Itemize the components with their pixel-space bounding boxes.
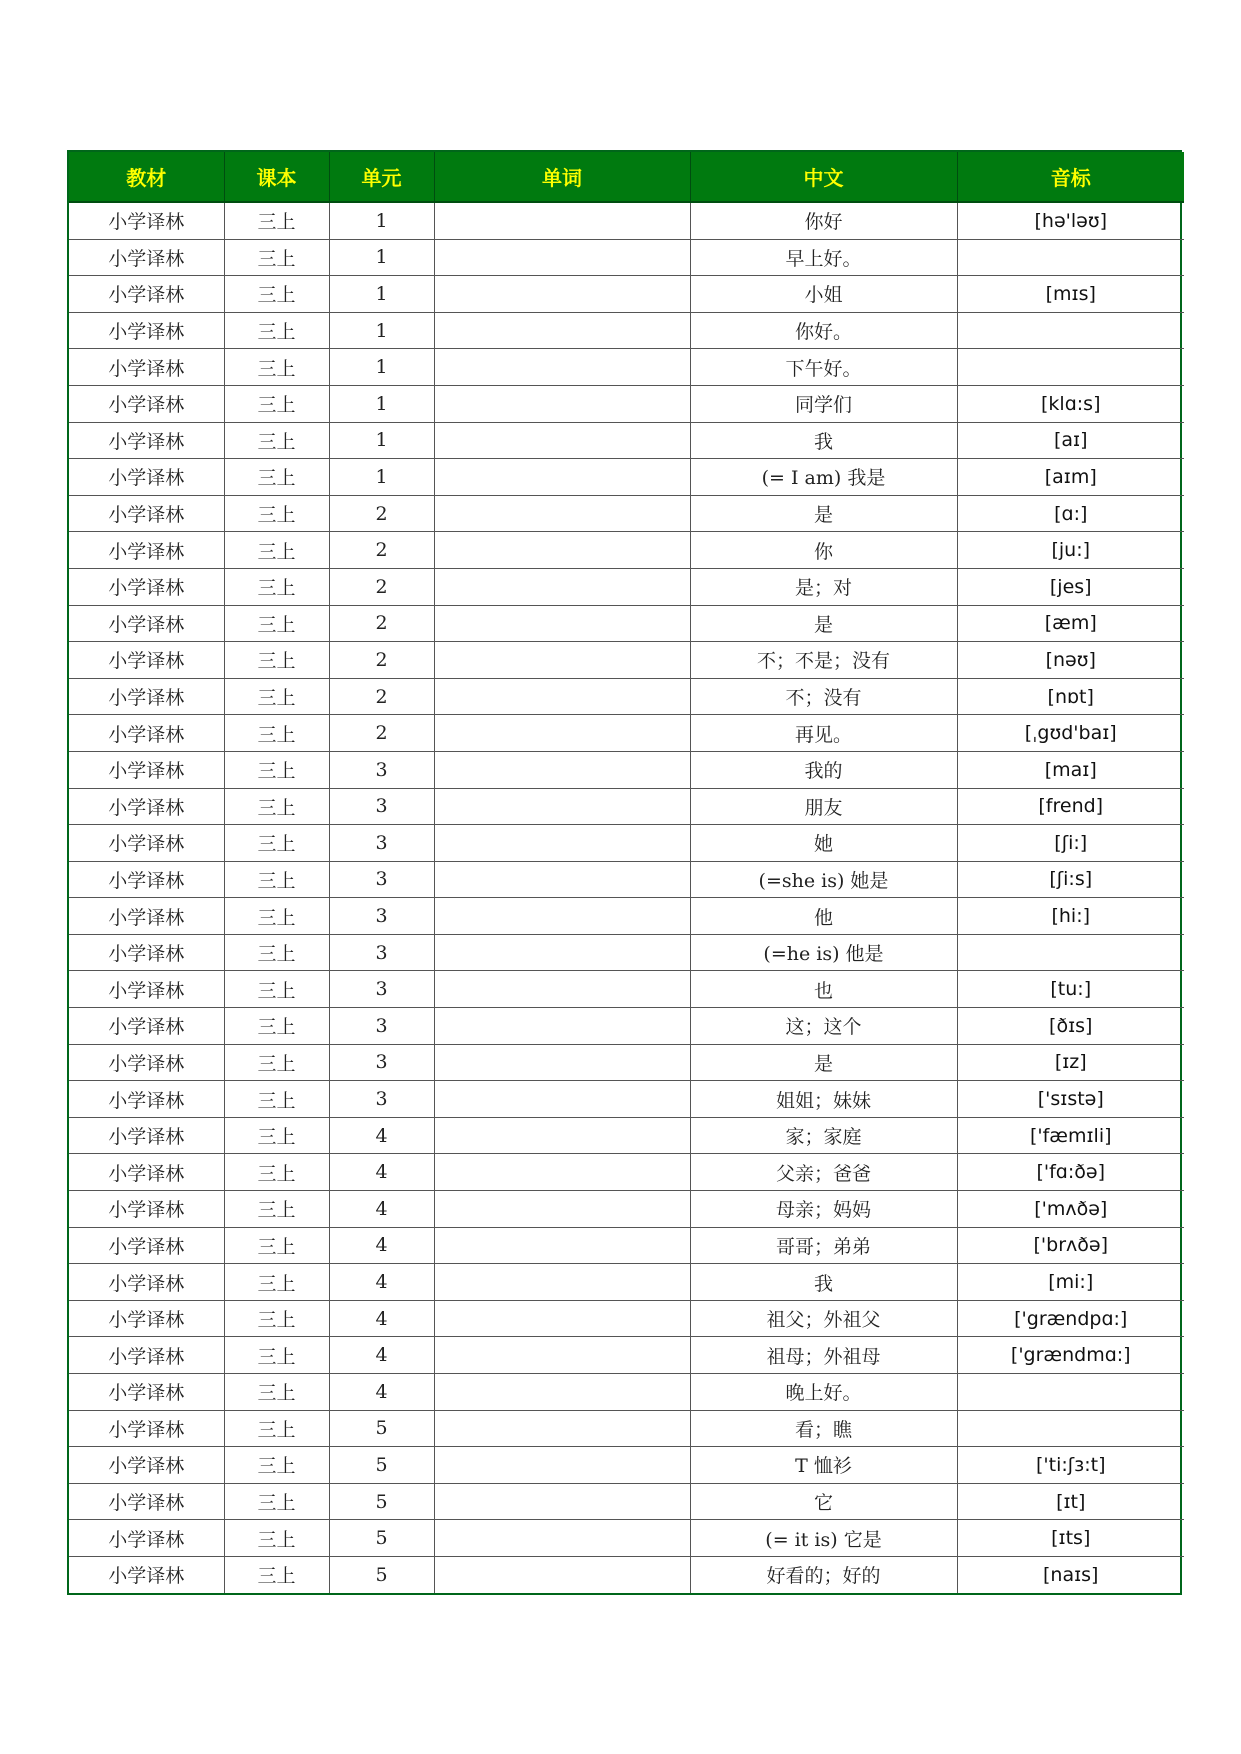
cell-word <box>434 385 690 422</box>
cell-phonetic: [aɪ] <box>957 422 1184 459</box>
cell-phonetic: [klɑ:s] <box>957 385 1184 422</box>
cell-textbook: 小学译林 <box>69 1483 224 1520</box>
cell-phonetic: [hə'ləʊ] <box>957 202 1184 239</box>
cell-volume: 三上 <box>224 495 329 532</box>
cell-phonetic: ['grændmɑ:] <box>957 1337 1184 1374</box>
cell-chinese: 是 <box>690 1044 957 1081</box>
cell-word <box>434 934 690 971</box>
table-row <box>69 459 1184 496</box>
cell-word <box>434 239 690 276</box>
table-row <box>69 1374 1184 1411</box>
cell-unit: 3 <box>329 861 434 898</box>
cell-word <box>434 422 690 459</box>
cell-unit: 3 <box>329 1044 434 1081</box>
cell-phonetic: [ʃi:s] <box>957 861 1184 898</box>
cell-chinese: 这；这个 <box>690 1008 957 1045</box>
cell-chinese: 不；没有 <box>690 678 957 715</box>
cell-volume: 三上 <box>224 1410 329 1447</box>
cell-chinese: 母亲；妈妈 <box>690 1191 957 1228</box>
table-row <box>69 532 1184 569</box>
cell-word <box>434 1191 690 1228</box>
cell-phonetic <box>957 312 1184 349</box>
cell-word <box>434 1447 690 1484</box>
cell-chinese: 祖母；外祖母 <box>690 1337 957 1374</box>
cell-chinese: 我 <box>690 1264 957 1301</box>
column-header-chinese: 中文 <box>690 152 957 202</box>
table-row <box>69 239 1184 276</box>
cell-volume: 三上 <box>224 1081 329 1118</box>
cell-phonetic: ['sɪstə] <box>957 1081 1184 1118</box>
cell-unit: 3 <box>329 934 434 971</box>
cell-volume: 三上 <box>224 1117 329 1154</box>
cell-word <box>434 1483 690 1520</box>
cell-textbook: 小学译林 <box>69 1264 224 1301</box>
cell-unit: 2 <box>329 642 434 679</box>
cell-chinese: 姐姐；妹妹 <box>690 1081 957 1118</box>
table-row <box>69 385 1184 422</box>
cell-textbook: 小学译林 <box>69 1044 224 1081</box>
cell-phonetic <box>957 1374 1184 1411</box>
cell-textbook: 小学译林 <box>69 1556 224 1592</box>
cell-volume: 三上 <box>224 1191 329 1228</box>
cell-volume: 三上 <box>224 642 329 679</box>
cell-textbook: 小学译林 <box>69 239 224 276</box>
cell-volume: 三上 <box>224 1008 329 1045</box>
table-row <box>69 422 1184 459</box>
cell-word <box>434 971 690 1008</box>
cell-unit: 3 <box>329 751 434 788</box>
cell-textbook: 小学译林 <box>69 1154 224 1191</box>
cell-chinese: 再见。 <box>690 715 957 752</box>
table-row <box>69 1483 1184 1520</box>
table-row <box>69 898 1184 935</box>
table-row <box>69 1556 1184 1592</box>
table-row <box>69 678 1184 715</box>
cell-word <box>434 788 690 825</box>
cell-chinese: 下午好。 <box>690 349 957 386</box>
cell-volume: 三上 <box>224 751 329 788</box>
cell-volume: 三上 <box>224 1520 329 1557</box>
table-row <box>69 1410 1184 1447</box>
cell-phonetic: [ɑ:] <box>957 495 1184 532</box>
cell-chinese: 家；家庭 <box>690 1117 957 1154</box>
cell-word <box>434 1044 690 1081</box>
table-row <box>69 568 1184 605</box>
cell-phonetic: [ju:] <box>957 532 1184 569</box>
table-row <box>69 495 1184 532</box>
cell-volume: 三上 <box>224 276 329 313</box>
header-row <box>69 152 1184 202</box>
cell-volume: 三上 <box>224 1374 329 1411</box>
cell-unit: 2 <box>329 568 434 605</box>
cell-unit: 4 <box>329 1264 434 1301</box>
column-header-unit: 单元 <box>329 152 434 202</box>
cell-word <box>434 715 690 752</box>
cell-unit: 4 <box>329 1300 434 1337</box>
cell-chinese: 我 <box>690 422 957 459</box>
cell-chinese: 也 <box>690 971 957 1008</box>
cell-phonetic: [æm] <box>957 605 1184 642</box>
cell-unit: 2 <box>329 678 434 715</box>
cell-unit: 1 <box>329 459 434 496</box>
cell-chinese: T 恤衫 <box>690 1447 957 1484</box>
cell-unit: 4 <box>329 1154 434 1191</box>
cell-chinese: 你好。 <box>690 312 957 349</box>
cell-word <box>434 459 690 496</box>
cell-textbook: 小学译林 <box>69 1008 224 1045</box>
cell-textbook: 小学译林 <box>69 312 224 349</box>
cell-phonetic: [frend] <box>957 788 1184 825</box>
cell-textbook: 小学译林 <box>69 1520 224 1557</box>
cell-volume: 三上 <box>224 568 329 605</box>
cell-phonetic: [ðɪs] <box>957 1008 1184 1045</box>
table-row <box>69 971 1184 1008</box>
table-row <box>69 1008 1184 1045</box>
cell-unit: 1 <box>329 349 434 386</box>
cell-word <box>434 1556 690 1592</box>
cell-word <box>434 202 690 239</box>
cell-unit: 1 <box>329 202 434 239</box>
cell-phonetic: [ɪts] <box>957 1520 1184 1557</box>
cell-textbook: 小学译林 <box>69 861 224 898</box>
cell-phonetic: [aɪm] <box>957 459 1184 496</box>
cell-word <box>434 678 690 715</box>
cell-unit: 3 <box>329 1008 434 1045</box>
cell-word <box>434 1337 690 1374</box>
cell-word <box>434 312 690 349</box>
cell-textbook: 小学译林 <box>69 495 224 532</box>
cell-word <box>434 495 690 532</box>
table-row <box>69 349 1184 386</box>
cell-textbook: 小学译林 <box>69 1337 224 1374</box>
cell-volume: 三上 <box>224 971 329 1008</box>
table-row <box>69 1081 1184 1118</box>
cell-textbook: 小学译林 <box>69 422 224 459</box>
cell-chinese: 晚上好。 <box>690 1374 957 1411</box>
cell-chinese: 它 <box>690 1483 957 1520</box>
cell-chinese: 是 <box>690 495 957 532</box>
cell-chinese: 你好 <box>690 202 957 239</box>
cell-textbook: 小学译林 <box>69 385 224 422</box>
table-row <box>69 1191 1184 1228</box>
cell-unit: 2 <box>329 605 434 642</box>
cell-textbook: 小学译林 <box>69 1227 224 1264</box>
column-header-word: 单词 <box>434 152 690 202</box>
cell-textbook: 小学译林 <box>69 751 224 788</box>
cell-chinese: 好看的；好的 <box>690 1556 957 1592</box>
cell-chinese: 他 <box>690 898 957 935</box>
cell-chinese: (= I am) 我是 <box>690 459 957 496</box>
cell-volume: 三上 <box>224 715 329 752</box>
cell-word <box>434 642 690 679</box>
cell-phonetic: [ɪt] <box>957 1483 1184 1520</box>
cell-unit: 2 <box>329 495 434 532</box>
cell-volume: 三上 <box>224 1483 329 1520</box>
cell-volume: 三上 <box>224 605 329 642</box>
table-row <box>69 751 1184 788</box>
cell-textbook: 小学译林 <box>69 349 224 386</box>
cell-phonetic: [nɒt] <box>957 678 1184 715</box>
cell-unit: 3 <box>329 971 434 1008</box>
cell-chinese: 小姐 <box>690 276 957 313</box>
cell-textbook: 小学译林 <box>69 678 224 715</box>
column-header-textbook: 教材 <box>69 152 224 202</box>
cell-unit: 5 <box>329 1520 434 1557</box>
cell-chinese: 她 <box>690 825 957 862</box>
cell-unit: 5 <box>329 1556 434 1592</box>
cell-phonetic: [tu:] <box>957 971 1184 1008</box>
cell-word <box>434 1117 690 1154</box>
cell-unit: 4 <box>329 1191 434 1228</box>
cell-phonetic: ['brʌðə] <box>957 1227 1184 1264</box>
cell-chinese: 哥哥；弟弟 <box>690 1227 957 1264</box>
cell-word <box>434 898 690 935</box>
cell-textbook: 小学译林 <box>69 1300 224 1337</box>
cell-chinese: 不；不是；没有 <box>690 642 957 679</box>
cell-word <box>434 1008 690 1045</box>
table-row <box>69 1264 1184 1301</box>
vocabulary-sheet <box>67 150 1182 1595</box>
cell-chinese: (=he is) 他是 <box>690 934 957 971</box>
cell-phonetic: [mɪs] <box>957 276 1184 313</box>
cell-textbook: 小学译林 <box>69 642 224 679</box>
cell-word <box>434 1264 690 1301</box>
cell-phonetic: [ˌgʊd'baɪ] <box>957 715 1184 752</box>
table-row <box>69 788 1184 825</box>
cell-volume: 三上 <box>224 1337 329 1374</box>
cell-phonetic: ['mʌðə] <box>957 1191 1184 1228</box>
cell-textbook: 小学译林 <box>69 715 224 752</box>
cell-phonetic: [hi:] <box>957 898 1184 935</box>
cell-word <box>434 751 690 788</box>
cell-phonetic <box>957 1410 1184 1447</box>
cell-volume: 三上 <box>224 1044 329 1081</box>
cell-volume: 三上 <box>224 1300 329 1337</box>
cell-unit: 4 <box>329 1374 434 1411</box>
cell-word <box>434 605 690 642</box>
cell-chinese: 是 <box>690 605 957 642</box>
cell-unit: 4 <box>329 1337 434 1374</box>
cell-chinese: (= it is) 它是 <box>690 1520 957 1557</box>
cell-phonetic: ['ti:ʃɜ:t] <box>957 1447 1184 1484</box>
cell-word <box>434 825 690 862</box>
cell-word <box>434 861 690 898</box>
cell-chinese: (=she is) 她是 <box>690 861 957 898</box>
table-row <box>69 1117 1184 1154</box>
cell-textbook: 小学译林 <box>69 825 224 862</box>
cell-chinese: 早上好。 <box>690 239 957 276</box>
cell-unit: 4 <box>329 1227 434 1264</box>
cell-unit: 3 <box>329 898 434 935</box>
cell-textbook: 小学译林 <box>69 1117 224 1154</box>
cell-word <box>434 1300 690 1337</box>
table-row <box>69 642 1184 679</box>
cell-unit: 1 <box>329 312 434 349</box>
cell-textbook: 小学译林 <box>69 459 224 496</box>
cell-word <box>434 1374 690 1411</box>
cell-word <box>434 1520 690 1557</box>
cell-textbook: 小学译林 <box>69 276 224 313</box>
table-row <box>69 861 1184 898</box>
cell-phonetic: ['fɑ:ðə] <box>957 1154 1184 1191</box>
cell-textbook: 小学译林 <box>69 971 224 1008</box>
cell-phonetic: [maɪ] <box>957 751 1184 788</box>
table-row <box>69 934 1184 971</box>
cell-phonetic: ['grændpɑ:] <box>957 1300 1184 1337</box>
table-row <box>69 715 1184 752</box>
cell-phonetic <box>957 349 1184 386</box>
cell-volume: 三上 <box>224 202 329 239</box>
cell-phonetic <box>957 239 1184 276</box>
cell-volume: 三上 <box>224 1154 329 1191</box>
vocabulary-table <box>69 152 1184 1593</box>
cell-textbook: 小学译林 <box>69 568 224 605</box>
cell-chinese: 父亲；爸爸 <box>690 1154 957 1191</box>
cell-textbook: 小学译林 <box>69 898 224 935</box>
cell-volume: 三上 <box>224 1556 329 1592</box>
cell-unit: 5 <box>329 1410 434 1447</box>
cell-unit: 2 <box>329 715 434 752</box>
cell-textbook: 小学译林 <box>69 605 224 642</box>
cell-phonetic: [ɪz] <box>957 1044 1184 1081</box>
cell-textbook: 小学译林 <box>69 1410 224 1447</box>
cell-unit: 3 <box>329 1081 434 1118</box>
cell-textbook: 小学译林 <box>69 1081 224 1118</box>
cell-volume: 三上 <box>224 678 329 715</box>
cell-unit: 4 <box>329 1117 434 1154</box>
cell-unit: 1 <box>329 385 434 422</box>
cell-phonetic: [jes] <box>957 568 1184 605</box>
cell-unit: 2 <box>329 532 434 569</box>
cell-word <box>434 276 690 313</box>
cell-chinese: 是；对 <box>690 568 957 605</box>
cell-textbook: 小学译林 <box>69 202 224 239</box>
cell-volume: 三上 <box>224 459 329 496</box>
cell-volume: 三上 <box>224 349 329 386</box>
cell-unit: 1 <box>329 276 434 313</box>
cell-word <box>434 1081 690 1118</box>
cell-unit: 1 <box>329 239 434 276</box>
cell-word <box>434 1227 690 1264</box>
cell-volume: 三上 <box>224 422 329 459</box>
cell-volume: 三上 <box>224 1264 329 1301</box>
cell-unit: 3 <box>329 825 434 862</box>
table-row <box>69 1154 1184 1191</box>
cell-word <box>434 1154 690 1191</box>
cell-chinese: 我的 <box>690 751 957 788</box>
cell-volume: 三上 <box>224 385 329 422</box>
cell-textbook: 小学译林 <box>69 1374 224 1411</box>
cell-unit: 1 <box>329 422 434 459</box>
table-row <box>69 1227 1184 1264</box>
column-header-phonetic: 音标 <box>957 152 1184 202</box>
cell-volume: 三上 <box>224 898 329 935</box>
table-body <box>69 202 1184 1593</box>
cell-textbook: 小学译林 <box>69 788 224 825</box>
cell-chinese: 朋友 <box>690 788 957 825</box>
cell-volume: 三上 <box>224 532 329 569</box>
cell-volume: 三上 <box>224 239 329 276</box>
cell-chinese: 祖父；外祖父 <box>690 1300 957 1337</box>
cell-textbook: 小学译林 <box>69 934 224 971</box>
table-row <box>69 605 1184 642</box>
cell-volume: 三上 <box>224 788 329 825</box>
table-row <box>69 1447 1184 1484</box>
table-row <box>69 202 1184 239</box>
table-row <box>69 276 1184 313</box>
cell-phonetic: ['fæmɪli] <box>957 1117 1184 1154</box>
table-row <box>69 1300 1184 1337</box>
cell-unit: 5 <box>329 1483 434 1520</box>
cell-unit: 3 <box>329 788 434 825</box>
table-row <box>69 1520 1184 1557</box>
cell-chinese: 看；瞧 <box>690 1410 957 1447</box>
table-row <box>69 1044 1184 1081</box>
cell-volume: 三上 <box>224 1227 329 1264</box>
cell-word <box>434 568 690 605</box>
cell-phonetic: [nəʊ] <box>957 642 1184 679</box>
cell-textbook: 小学译林 <box>69 1447 224 1484</box>
cell-chinese: 你 <box>690 532 957 569</box>
cell-word <box>434 349 690 386</box>
cell-chinese: 同学们 <box>690 385 957 422</box>
column-header-volume: 课本 <box>224 152 329 202</box>
cell-phonetic <box>957 934 1184 971</box>
cell-unit: 5 <box>329 1447 434 1484</box>
cell-word <box>434 1410 690 1447</box>
table-row <box>69 312 1184 349</box>
cell-phonetic: [ʃi:] <box>957 825 1184 862</box>
cell-textbook: 小学译林 <box>69 1191 224 1228</box>
cell-volume: 三上 <box>224 1447 329 1484</box>
cell-phonetic: [naɪs] <box>1043 1563 1099 1586</box>
cell-word <box>434 532 690 569</box>
cell-phonetic: [mi:] <box>957 1264 1184 1301</box>
table-row <box>69 825 1184 862</box>
cell-volume: 三上 <box>224 861 329 898</box>
cell-volume: 三上 <box>224 312 329 349</box>
cell-textbook: 小学译林 <box>69 532 224 569</box>
table-row <box>69 1337 1184 1374</box>
cell-volume: 三上 <box>224 934 329 971</box>
cell-volume: 三上 <box>224 825 329 862</box>
